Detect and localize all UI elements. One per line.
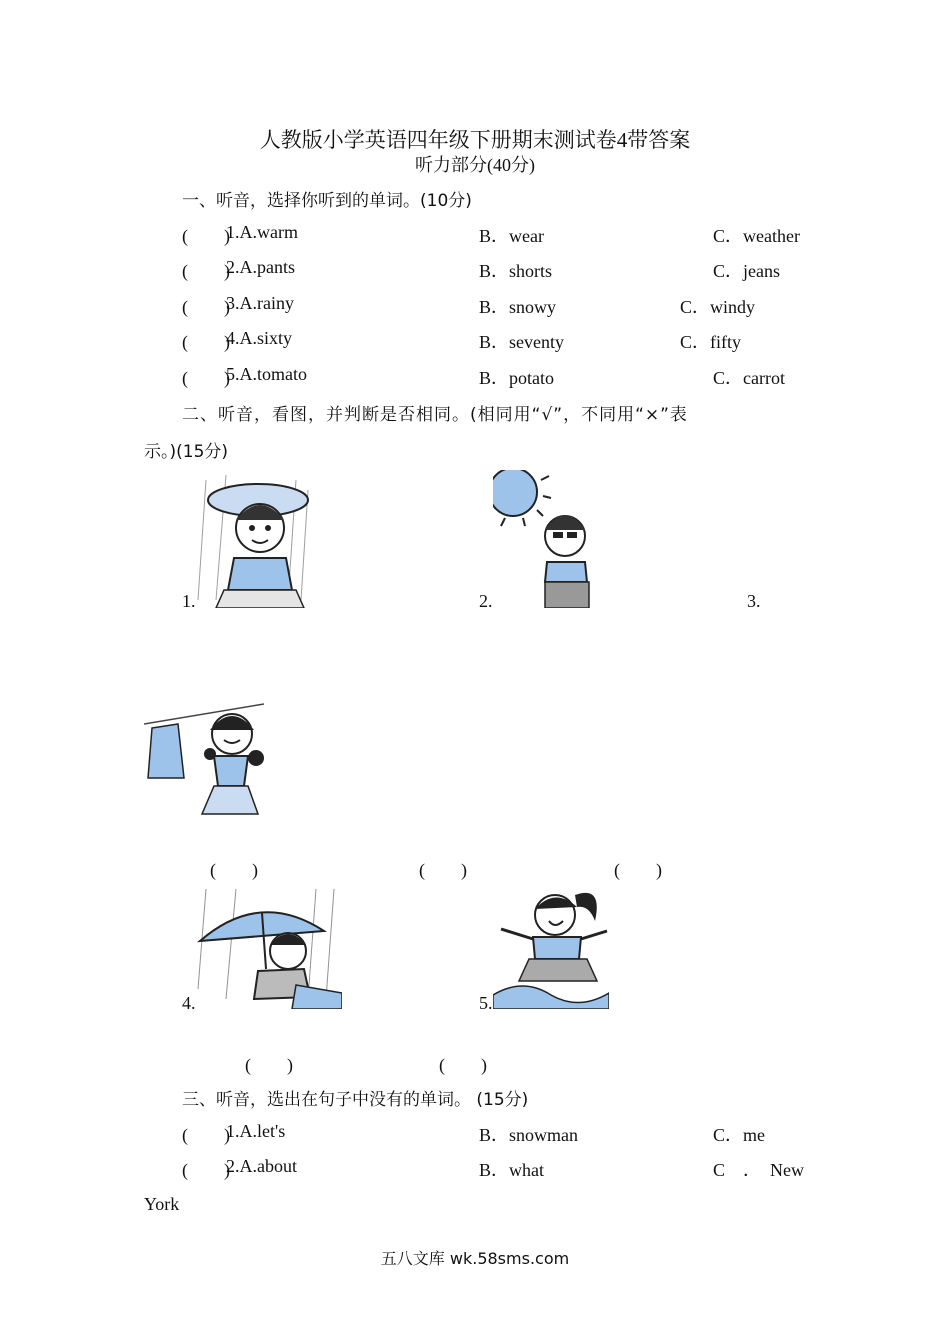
answer-paren[interactable]: ( ) xyxy=(182,261,230,281)
option-a: 5.A.tomato xyxy=(226,364,307,384)
answer-paren[interactable]: ( ) xyxy=(182,368,230,388)
picture-label-1: 1. xyxy=(182,591,196,611)
answer-paren-4[interactable]: ( ) xyxy=(245,1055,293,1075)
option-a: 2.A.about xyxy=(226,1156,297,1176)
option-c: C．jeans xyxy=(713,261,780,281)
answer-paren[interactable]: ( ) xyxy=(182,1160,230,1180)
section1-heading: 一、听音，选择你听到的单词。(10分) xyxy=(182,191,472,211)
picture-label-3: 3. xyxy=(747,591,761,611)
picture-label-2: 2. xyxy=(479,591,493,611)
answer-paren[interactable]: ( ) xyxy=(182,332,230,352)
section-part-title: 听力部分(40分) xyxy=(415,155,535,175)
section2-heading: 二、听音，看图，并判断是否相同。(相同用“√”，不同用“×”表 xyxy=(182,405,688,425)
option-a: 2.A.pants xyxy=(226,257,295,277)
section2-heading-cont: 示。)(15分) xyxy=(144,442,229,462)
answer-paren-2[interactable]: ( ) xyxy=(419,860,467,880)
answer-paren[interactable]: ( ) xyxy=(182,297,230,317)
footer-watermark: 五八文库 wk.58sms.com xyxy=(380,1249,570,1268)
answer-paren-5[interactable]: ( ) xyxy=(439,1055,487,1075)
girl-with-hat-image xyxy=(196,470,314,608)
option-c: C．fifty xyxy=(680,332,741,352)
option-a: 4.A.sixty xyxy=(226,328,293,348)
girl-hanging-clothes-image xyxy=(144,694,270,826)
option-c: C．windy xyxy=(680,297,756,317)
option-c-wrap: York xyxy=(144,1194,180,1214)
picture-label-5: 5. xyxy=(479,993,493,1013)
option-b: B．snowman xyxy=(479,1125,578,1145)
option-a: 3.A.rainy xyxy=(226,293,294,313)
answer-paren[interactable]: ( ) xyxy=(182,1125,230,1145)
option-c: C．weather xyxy=(713,226,800,246)
answer-paren-1[interactable]: ( ) xyxy=(210,860,258,880)
girl-jumping-puddle-image xyxy=(493,885,609,1009)
boy-with-umbrella-image xyxy=(196,889,342,1009)
picture-label-4: 4. xyxy=(182,993,196,1013)
option-b: B．seventy xyxy=(479,332,564,352)
option-b: B．what xyxy=(479,1160,544,1180)
option-a: 1.A.let's xyxy=(226,1121,286,1141)
section3-heading: 三、听音，选出在句子中没有的单词。 (15分) xyxy=(182,1090,529,1110)
option-b: B．potato xyxy=(479,368,554,388)
option-a: 1.A.warm xyxy=(226,222,298,242)
boy-in-sun-image xyxy=(493,470,601,608)
option-c: C．me xyxy=(713,1125,765,1145)
answer-paren[interactable]: ( ) xyxy=(182,226,230,246)
option-b: B．shorts xyxy=(479,261,553,281)
option-b: B．wear xyxy=(479,226,544,246)
option-c: C ． New xyxy=(713,1160,804,1180)
option-c: C．carrot xyxy=(713,368,785,388)
option-b: B．snowy xyxy=(479,297,557,317)
document-title: 人教版小学英语四年级下册期末测试卷4带答案 xyxy=(259,128,691,152)
answer-paren-3[interactable]: ( ) xyxy=(614,860,662,880)
